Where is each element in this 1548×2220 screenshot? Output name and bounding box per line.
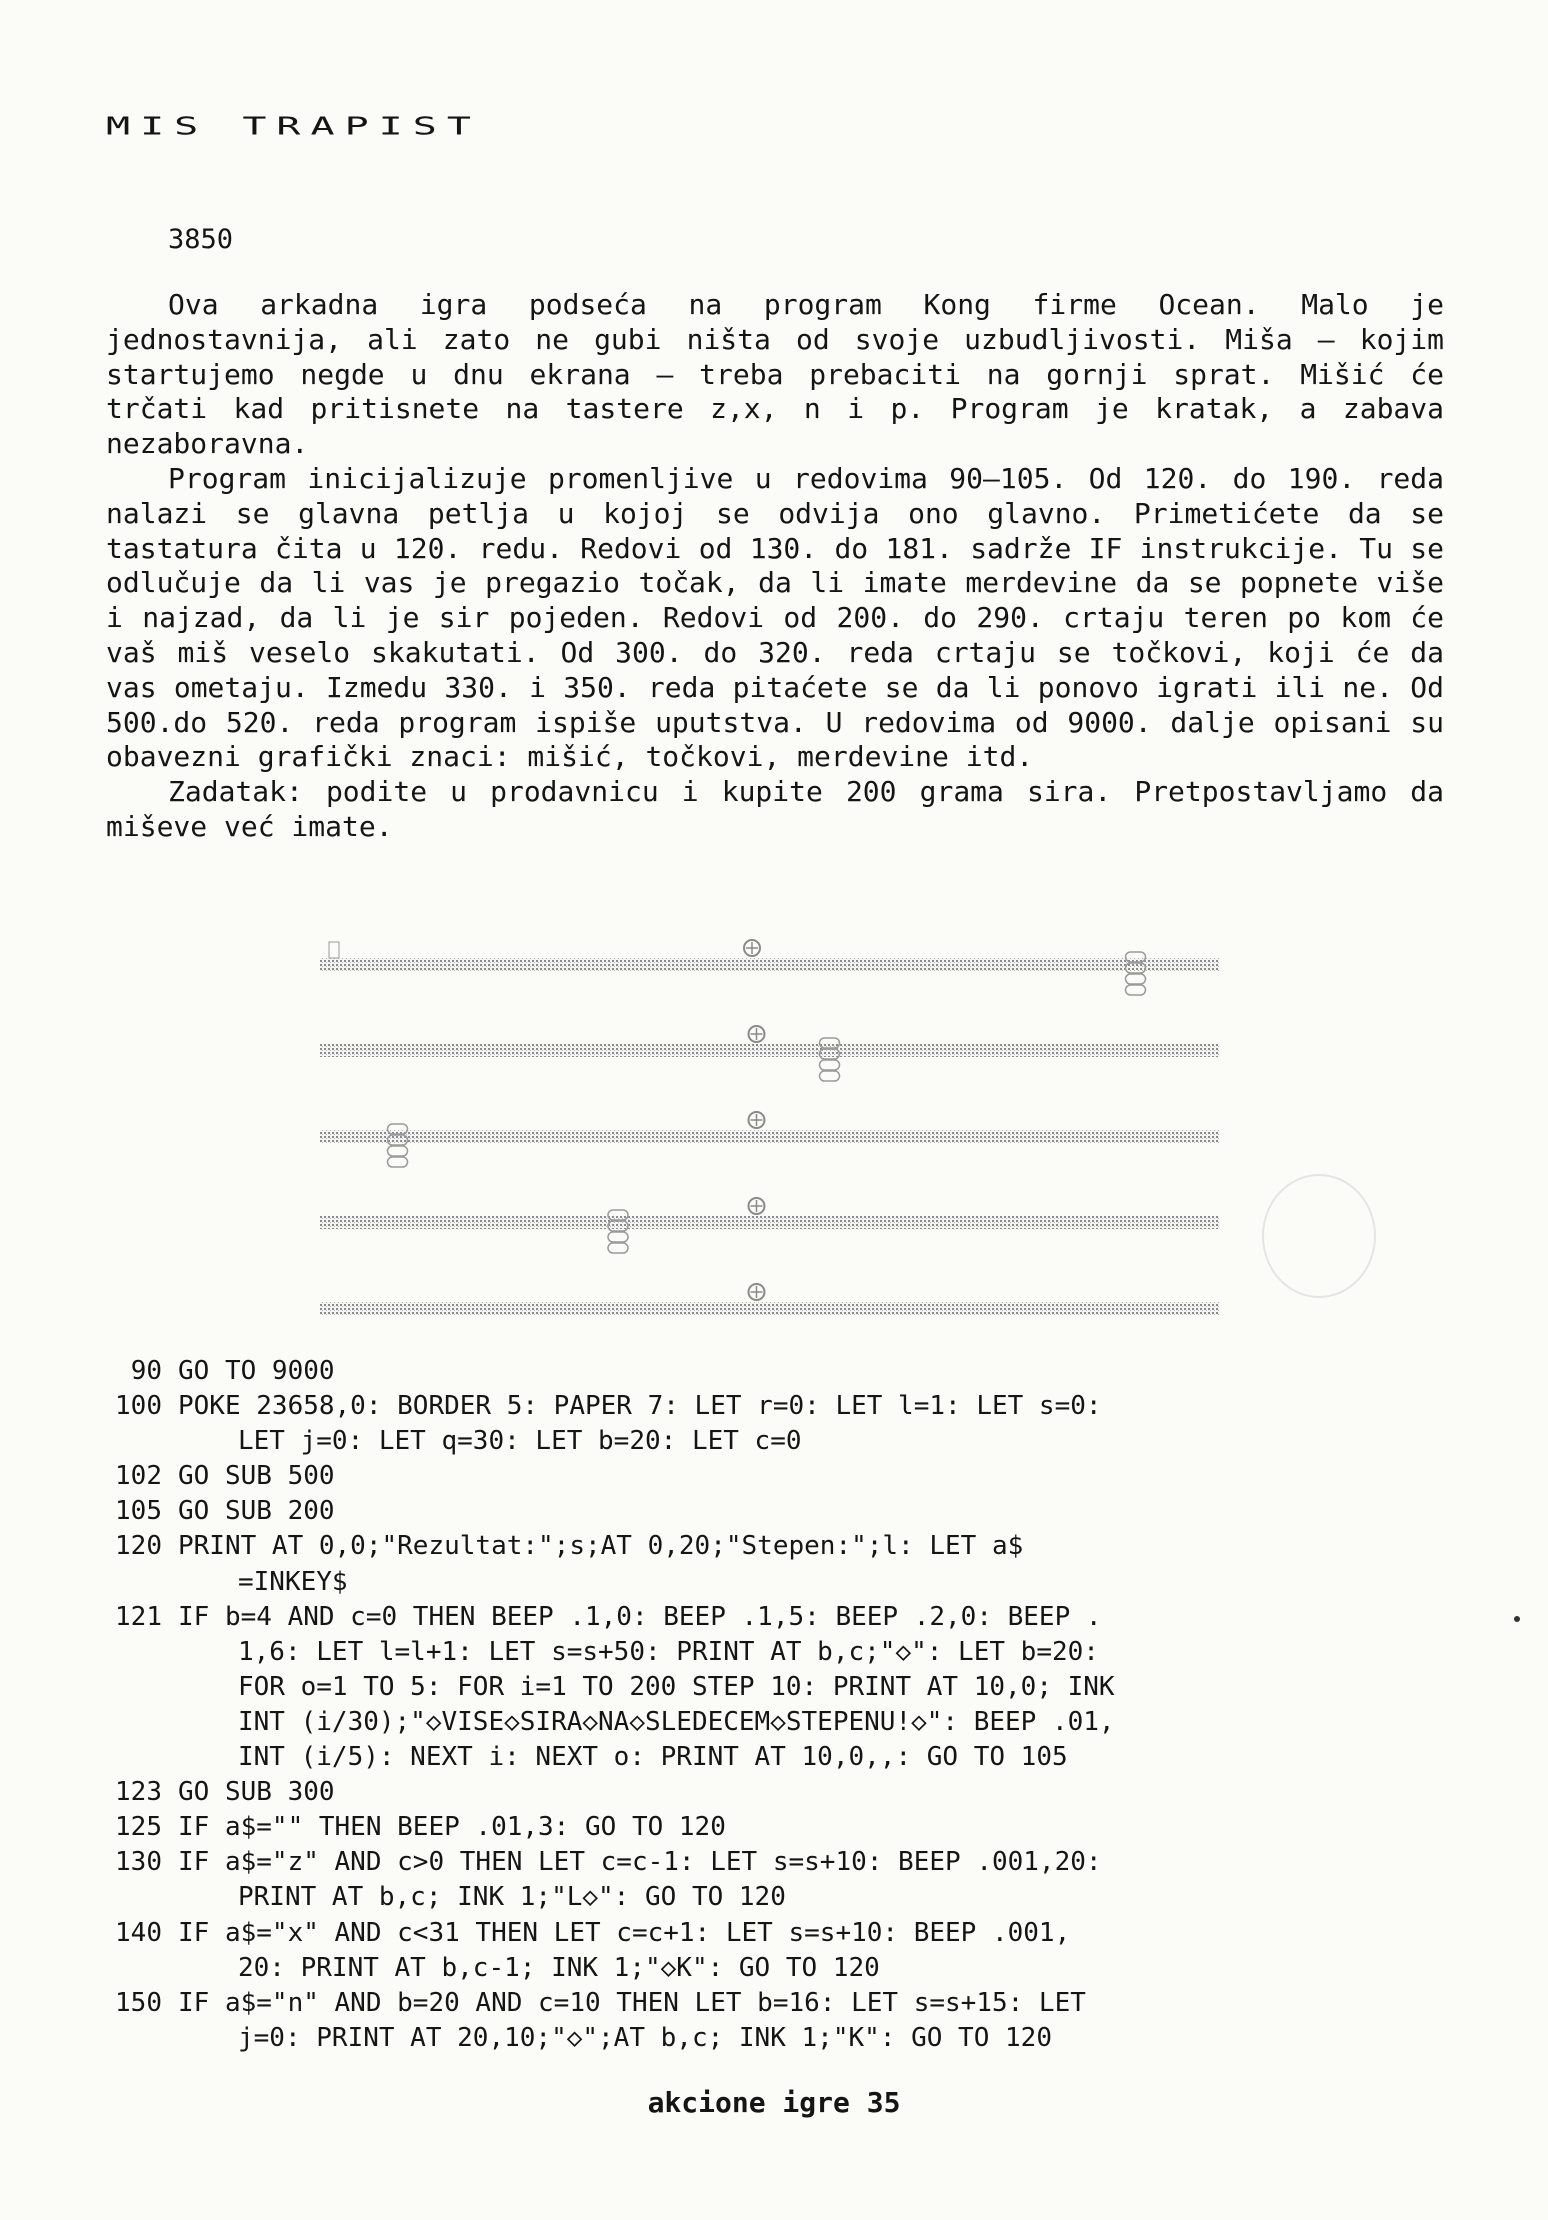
code-text: IF b=4 AND c=0 THEN BEEP .1,0: BEEP .1,5: BEEP .2,0: BEEP . xyxy=(178,1601,1102,1632)
platform-floor xyxy=(320,1044,1220,1057)
code-text: INT (i/30);"◇VISE◇SIRA◇NA◇SLEDECEM◇STEPENU!◇": BEEP .01, xyxy=(238,1706,1115,1737)
code-text: IF a$="z" AND c>0 THEN LET c=c-1: LET s=s+10: BEEP .001,20: xyxy=(178,1847,1102,1878)
code-text: GO TO 9000 xyxy=(178,1356,335,1386)
ladder-rung xyxy=(388,1157,408,1167)
wheel-spokes xyxy=(751,1200,763,1212)
basic-listing xyxy=(104,1354,1434,2056)
code-line-continuation xyxy=(104,1705,1434,1740)
mouse-sprite xyxy=(329,942,339,958)
scan-smudge xyxy=(1262,1174,1376,1298)
line-number xyxy=(104,1705,162,1740)
article-title: MIS TRAPIST xyxy=(106,112,481,141)
code-text: j=0: PRINT AT 20,10;"◇";AT b,c; INK 1;"K": GO TO 120 xyxy=(238,2022,1052,2053)
code-line-continuation xyxy=(104,1951,1434,1986)
code-line xyxy=(104,1494,1434,1529)
code-line-continuation xyxy=(104,2021,1434,2056)
line-number: 105 xyxy=(115,1496,162,1527)
line-number: 100 xyxy=(115,1391,162,1422)
code-text: GO SUB 300 xyxy=(178,1777,335,1808)
line-number: 120 xyxy=(115,1531,162,1562)
ladder-rung xyxy=(608,1232,628,1242)
code-text: GO SUB 200 xyxy=(178,1496,335,1527)
code-text: IF a$="n" AND b=20 AND c=10 THEN LET b=16: LET s=s+15: LET xyxy=(178,1987,1086,2018)
code-line-continuation xyxy=(104,1880,1434,1915)
code-line xyxy=(104,1810,1434,1845)
code-text: =INKEY$ xyxy=(238,1566,348,1597)
code-text: 1,6: LET l=l+1: LET s=s+50: PRINT AT b,c;"◇": LET b=20: xyxy=(238,1636,1099,1667)
line-number: 90 xyxy=(130,1356,162,1386)
program-number: 3850 xyxy=(168,224,234,255)
ladder-rung xyxy=(820,1060,840,1070)
wheel-spokes xyxy=(751,1114,763,1126)
line-number xyxy=(104,1424,162,1459)
game-screenshot xyxy=(320,928,1220,1358)
line-number: 123 xyxy=(115,1777,162,1808)
code-text: 20: PRINT AT b,c-1; INK 1;"◇K": GO TO 120 xyxy=(238,1952,880,1983)
code-text: FOR o=1 TO 5: FOR i=1 TO 200 STEP 10: PRINT AT 10,0; INK xyxy=(238,1671,1115,1702)
line-number xyxy=(104,1635,162,1670)
line-number: 102 xyxy=(115,1461,162,1492)
wheel-spokes xyxy=(751,1028,763,1040)
line-number xyxy=(104,1670,162,1705)
ladder-rung xyxy=(608,1243,628,1253)
line-number: 121 xyxy=(115,1601,162,1632)
platform-floor xyxy=(320,1130,1220,1143)
code-text: PRINT AT b,c; INK 1;"L◇": GO TO 120 xyxy=(238,1882,786,1913)
line-number xyxy=(104,1740,162,1775)
paragraph-task: Zadatak: podite u prodavnicu i kupite 200 grama sira. Pretpostavljamo da miševe već imate. xyxy=(106,775,1444,843)
code-line xyxy=(104,1845,1434,1880)
code-text: IF a$="" THEN BEEP .01,3: GO TO 120 xyxy=(178,1812,726,1843)
line-number xyxy=(104,1565,162,1600)
code-line-continuation xyxy=(104,1635,1434,1670)
code-text: IF a$="x" AND c<31 THEN LET c=c+1: LET s=s+10: BEEP .001, xyxy=(178,1917,1071,1948)
line-number: 130 xyxy=(115,1847,162,1878)
page-footer: akcione igre 35 xyxy=(647,2086,901,2119)
code-line xyxy=(104,1916,1434,1951)
code-text: INT (i/5): NEXT i: NEXT o: PRINT AT 10,0,,: GO TO 105 xyxy=(238,1742,1068,1773)
code-line-continuation xyxy=(104,1424,1434,1459)
code-line xyxy=(104,1775,1434,1810)
game-screenshot-svg xyxy=(320,928,1220,1358)
code-line xyxy=(104,1459,1434,1494)
line-number: 140 xyxy=(115,1917,162,1948)
code-line xyxy=(104,1600,1434,1635)
code-line-continuation xyxy=(104,1565,1434,1600)
line-number xyxy=(104,2021,162,2056)
code-text: LET j=0: LET q=30: LET b=20: LET c=0 xyxy=(238,1426,802,1457)
ladder-rung xyxy=(820,1071,840,1081)
code-line xyxy=(104,1354,1434,1389)
platform-floor xyxy=(320,1302,1220,1315)
wheel-spokes xyxy=(751,1286,763,1298)
ladder-rung xyxy=(1126,974,1146,984)
code-text: GO SUB 500 xyxy=(178,1461,335,1492)
line-number: 150 xyxy=(115,1987,162,2018)
code-line xyxy=(104,1529,1434,1564)
platform-floor xyxy=(320,1216,1220,1229)
code-line-continuation xyxy=(104,1670,1434,1705)
wheel-spokes xyxy=(746,942,758,954)
code-line-continuation xyxy=(104,1740,1434,1775)
platform-floor xyxy=(320,958,1220,971)
line-number xyxy=(104,1880,162,1915)
code-text: POKE 23658,0: BORDER 5: PAPER 7: LET r=0: LET l=1: LET s=0: xyxy=(178,1391,1102,1422)
ladder-rung xyxy=(1126,985,1146,995)
ladder-rung xyxy=(388,1146,408,1156)
line-number xyxy=(104,1951,162,1986)
line-number: 125 xyxy=(115,1812,162,1843)
paragraph-intro: Ova arkadna igra podseća na program Kong firme Ocean. Malo je jednostavnija, ali zato ne gubi ništa od svoje uzbudljivosti. Miša – kojim startujemo negde u dnu ekrana – treba prebaciti na gornji sprat. Mišić će trčati kad pritisnete na tastere z,x, n i p. Program je kratak, a zabava nezaboravna. xyxy=(106,288,1444,461)
code-line xyxy=(104,1389,1434,1424)
scan-speck xyxy=(1514,1616,1520,1622)
code-line xyxy=(104,1986,1434,2021)
code-text: PRINT AT 0,0;"Rezultat:";s;AT 0,20;"Stepen:";l: LET a$ xyxy=(178,1531,1024,1562)
article-body xyxy=(106,288,1444,845)
paragraph-description: Program inicijalizuje promenljive u redovima 90–105. Od 120. do 190. reda nalazi se glavna petlja u kojoj se odvija ono glavno. Primetićete da se tastatura čita u 120. redu. Redovi od 130. do 181. sadrže IF instrukcije. Tu se odlučuje da li vas je pregazio točak, da li imate merdevine da se popnete više i najzad, da li je sir pojeden. Redovi od 200. do 290. crtaju teren po kom će vaš miš veselo skakutati. Od 300. do 320. reda crtaju se točkovi, koji će da vas ometaju. Izmedu 330. i 350. reda pitaćete se da li ponovo igrati ili ne. Od 500.do 520. reda program ispiše uputstva. U redovima od 9000. dalje opisani su obavezni grafički znaci: mišić, točkovi, merdevine itd. xyxy=(106,461,1444,774)
